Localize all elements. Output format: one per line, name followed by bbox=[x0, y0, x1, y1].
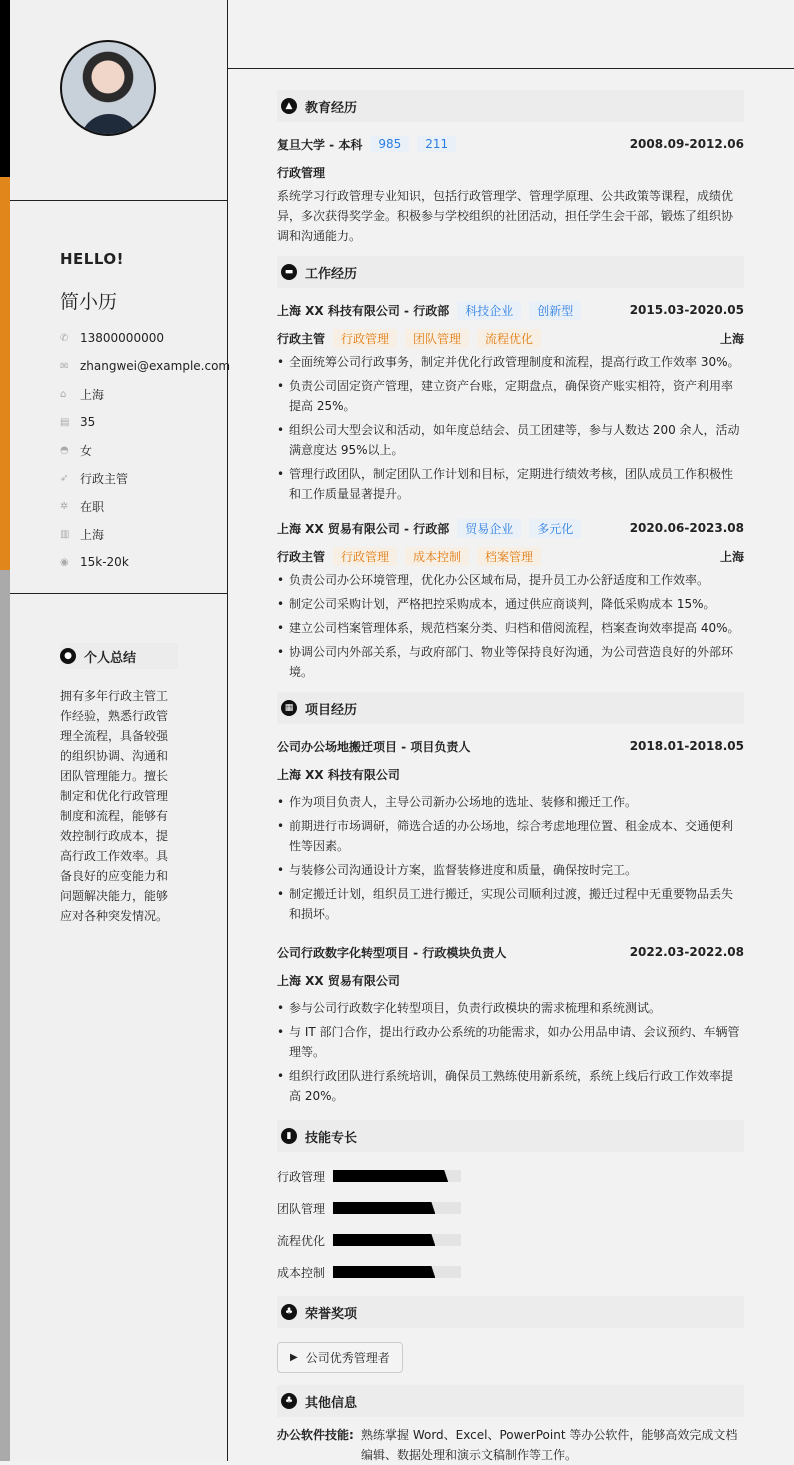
company: 上海 XX 科技有限公司 bbox=[277, 767, 400, 782]
tag: 创新型 bbox=[529, 301, 581, 320]
education-desc: 系统学习行政管理专业知识，包括行政管理学、管理学原理、公共政策等课程，成绩优异，多次获得奖学金。积极参与学校组织的社团活动，担任学生会干部，锻炼了组织协调和沟通能力。 bbox=[277, 189, 734, 243]
info-item bbox=[60, 520, 230, 548]
user-icon: ● bbox=[60, 648, 76, 664]
age-icon: ▤ bbox=[60, 416, 70, 428]
info-value: 上海 bbox=[80, 387, 105, 402]
summary-heading bbox=[60, 643, 178, 669]
divider bbox=[10, 593, 228, 594]
info-item bbox=[60, 548, 230, 576]
info-value: 13800000000 bbox=[80, 331, 164, 345]
info-item bbox=[60, 352, 230, 380]
list-item: • 管理行政团队，制定团队工作计划和目标，定期进行绩效考核，团队成员工作积极性和工作质量显著提升。 bbox=[277, 464, 744, 504]
info-value: 行政主管 bbox=[80, 471, 129, 486]
tag: 贸易企业 bbox=[457, 519, 521, 538]
company: 上海 XX 贸易有限公司 - 行政部 bbox=[277, 521, 450, 536]
main-content bbox=[277, 90, 744, 1465]
graduation-cap-icon: ▲ bbox=[281, 98, 297, 114]
project-entry bbox=[277, 938, 744, 1106]
other-label: 办公软件技能: bbox=[277, 1428, 354, 1442]
city-icon: ▥ bbox=[60, 528, 70, 540]
info-value: 15k-20k bbox=[80, 555, 129, 569]
info-item bbox=[60, 408, 230, 436]
city: 上海 bbox=[719, 549, 744, 564]
list-item: • 组织公司大型会议和活动，如年度总结会、员工团建等，参与人数达 200 余人，活动满意度达 95%以上。 bbox=[277, 420, 744, 460]
company: 上海 XX 科技有限公司 - 行政部 bbox=[277, 303, 450, 318]
project-name: 公司行政数字化转型项目 - 行政模块负责人 bbox=[277, 945, 507, 960]
skill-tag: 档案管理 bbox=[477, 547, 541, 566]
awards-title: 荣誉奖项 bbox=[305, 1306, 358, 1322]
city: 上海 bbox=[719, 331, 744, 346]
avatar bbox=[60, 40, 156, 136]
gender-icon: ◓ bbox=[60, 444, 69, 456]
phone-icon: ✆ bbox=[60, 332, 69, 344]
education-row bbox=[277, 130, 744, 158]
divider bbox=[228, 68, 794, 69]
list-item: • 制定公司采购计划，严格把控采购成本，通过供应商谈判，降低采购成本 15%。 bbox=[277, 594, 744, 614]
skill-tag: 成本控制 bbox=[405, 547, 469, 566]
skill-item bbox=[277, 1192, 517, 1224]
skills-heading bbox=[277, 1120, 744, 1152]
skill-bar-fill bbox=[333, 1234, 435, 1246]
education-heading bbox=[277, 90, 744, 122]
list-item: • 协调公司内外部关系，与政府部门、物业等保持良好沟通，为公司营造良好的外部环境。 bbox=[277, 642, 744, 682]
skill-bar bbox=[333, 1266, 461, 1278]
skill-tag: 行政管理 bbox=[333, 547, 397, 566]
skill-bar-fill bbox=[333, 1202, 435, 1214]
skill-bar bbox=[333, 1234, 461, 1246]
skill-tag: 流程优化 bbox=[477, 329, 541, 348]
info-value: 35 bbox=[80, 415, 96, 429]
list-item: • 前期进行市场调研，筛选合适的办公场地，综合考虑地理位置、租金成本、交通便利性等因素。 bbox=[277, 816, 744, 856]
grid-icon: ▦ bbox=[281, 700, 297, 716]
skill-bar-fill bbox=[333, 1266, 435, 1278]
list-item: • 组织行政团队进行系统培训，确保员工熟练使用新系统，系统上线后行政工作效率提高 20%。 bbox=[277, 1066, 744, 1106]
other-text: 熟练掌握 Word、Excel、PowerPoint 等办公软件，能够高效完成文档编辑、数据处理和演示文稿制作等工作。 bbox=[361, 1428, 738, 1462]
info-value: 上海 bbox=[80, 527, 105, 542]
skill-name: 流程优化 bbox=[277, 1233, 326, 1248]
skill-tag: 团队管理 bbox=[405, 329, 469, 348]
divider bbox=[10, 200, 228, 201]
hello-heading: HELLO! bbox=[60, 250, 124, 268]
major: 行政管理 bbox=[277, 165, 326, 180]
role: 行政主管 bbox=[277, 549, 326, 564]
accent-strip-orange bbox=[0, 177, 10, 570]
sidebar bbox=[10, 0, 231, 1461]
mail-icon: ✉ bbox=[60, 360, 69, 372]
info-item bbox=[60, 436, 230, 464]
award-item[interactable] bbox=[277, 1342, 403, 1373]
tag: 科技企业 bbox=[457, 301, 521, 320]
date: 2008.09-2012.06 bbox=[629, 137, 744, 151]
skill-name: 成本控制 bbox=[277, 1265, 326, 1280]
role: 行政主管 bbox=[277, 331, 326, 346]
info-item bbox=[60, 464, 230, 492]
work-heading bbox=[277, 256, 744, 288]
projects-title: 项目经历 bbox=[305, 702, 358, 718]
skills-title: 技能专长 bbox=[305, 1130, 358, 1146]
info-item bbox=[60, 380, 230, 408]
list-item: • 与装修公司沟通设计方案，监督装修进度和质量，确保按时完工。 bbox=[277, 860, 744, 880]
info-value: zhangwei@example.com bbox=[80, 359, 231, 373]
info-item bbox=[60, 492, 230, 520]
info-item bbox=[60, 324, 230, 352]
briefcase-icon: ▬ bbox=[281, 264, 297, 280]
other-row bbox=[277, 1425, 744, 1465]
bar-chart-icon: ▮ bbox=[281, 1128, 297, 1144]
summary-text: 拥有多年行政主管工作经验，熟悉行政管理全流程，具备较强的组织协调、沟通和团队管理能力。擅长制定和优化行政管理制度和流程，能够有效控制行政成本，提高行政工作效率。具备良好的应变能力和问题解决能力，能够应对各种突发情况。 bbox=[60, 689, 169, 923]
other-title: 其他信息 bbox=[305, 1395, 358, 1411]
list-item: • 参与公司行政数字化转型项目，负责行政模块的需求梳理和系统测试。 bbox=[277, 998, 744, 1018]
list-item: • 作为项目负责人，主导公司新办公场地的选址、装修和搬迁工作。 bbox=[277, 792, 744, 812]
info-value: 在职 bbox=[80, 499, 105, 514]
tag: 211 bbox=[417, 136, 456, 152]
date: 2020.06-2023.08 bbox=[629, 521, 744, 535]
job-icon: ➶ bbox=[60, 472, 69, 484]
date: 2015.03-2020.05 bbox=[629, 303, 744, 317]
skill-bar bbox=[333, 1170, 461, 1182]
summary-title: 个人总结 bbox=[84, 650, 137, 666]
work-title: 工作经历 bbox=[305, 266, 358, 282]
date: 2022.03-2022.08 bbox=[629, 945, 744, 959]
education-title: 教育经历 bbox=[305, 100, 358, 116]
company: 上海 XX 贸易有限公司 bbox=[277, 973, 400, 988]
skill-bar bbox=[333, 1202, 461, 1214]
contact-info bbox=[60, 324, 230, 576]
play-icon: ▶ bbox=[290, 1352, 298, 1363]
job-entry bbox=[277, 514, 744, 682]
project-name: 公司办公场地搬迁项目 - 项目负责人 bbox=[277, 739, 471, 754]
skill-tag: 行政管理 bbox=[333, 329, 397, 348]
skill-item bbox=[277, 1160, 517, 1192]
awards-heading bbox=[277, 1296, 744, 1328]
projects-heading bbox=[277, 692, 744, 724]
list-item: • 负责公司固定资产管理，建立资产台账，定期盘点，确保资产账实相符，资产利用率提高 25%。 bbox=[277, 376, 744, 416]
school: 复旦大学 - 本科 bbox=[277, 137, 363, 152]
award-icon: ♣ bbox=[281, 1304, 297, 1320]
salary-icon: ◉ bbox=[60, 556, 69, 568]
other-heading bbox=[277, 1385, 744, 1417]
list-item: • 全面统筹公司行政事务，制定并优化行政管理制度和流程，提高行政工作效率 30%。 bbox=[277, 352, 744, 372]
status-icon: ✲ bbox=[60, 500, 69, 512]
skill-name: 行政管理 bbox=[277, 1169, 326, 1184]
info-icon: ♣ bbox=[281, 1393, 297, 1409]
tag: 985 bbox=[370, 136, 409, 152]
accent-strip-black bbox=[0, 0, 10, 177]
skill-bar-fill bbox=[333, 1170, 448, 1182]
home-icon: ⌂ bbox=[60, 388, 67, 400]
date: 2018.01-2018.05 bbox=[629, 739, 744, 753]
skill-item bbox=[277, 1224, 517, 1256]
candidate-name: 简小历 bbox=[60, 291, 118, 313]
list-item: • 建立公司档案管理体系，规范档案分类、归档和借阅流程，档案查询效率提高 40%。 bbox=[277, 618, 744, 638]
skill-item bbox=[277, 1256, 517, 1288]
list-item: • 与 IT 部门合作，提出行政办公系统的功能需求，如办公用品申请、会议预约、车辆管理等。 bbox=[277, 1022, 744, 1062]
project-entry bbox=[277, 732, 744, 924]
accent-strip-gray bbox=[0, 570, 10, 1461]
award-label: 公司优秀管理者 bbox=[305, 1351, 390, 1365]
tag: 多元化 bbox=[529, 519, 581, 538]
list-item: • 制定搬迁计划，组织员工进行搬迁，实现公司顺利过渡，搬迁过程中无重要物品丢失和损坏。 bbox=[277, 884, 744, 924]
job-entry bbox=[277, 296, 744, 504]
skill-name: 团队管理 bbox=[277, 1201, 326, 1216]
info-value: 女 bbox=[80, 443, 93, 458]
list-item: • 负责公司办公环境管理，优化办公区域布局，提升员工办公舒适度和工作效率。 bbox=[277, 570, 744, 590]
